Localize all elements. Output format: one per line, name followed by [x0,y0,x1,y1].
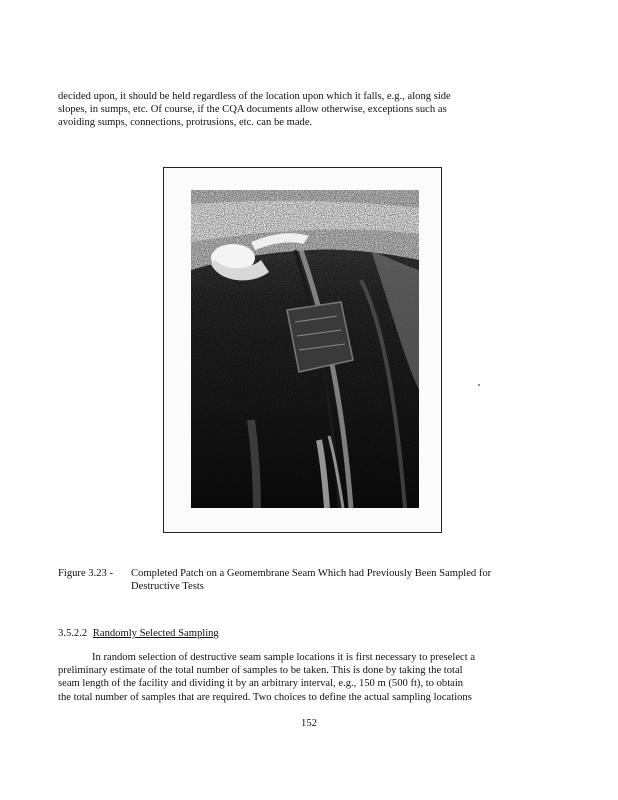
body-line: seam length of the facility and dividing it by an arbitrary interval, e.g., 150 m (500 ft), to obtain [58,678,464,690]
geomembrane-patch-photo [191,190,419,508]
body-line: In random selection of destructive seam sample locations it is first necessary to preselect a [92,652,476,663]
section-heading [58,628,219,639]
body-paragraph [58,651,536,704]
section-title: Randomly Selected Sampling [92,628,219,639]
scan-speck [478,384,480,386]
intro-line: decided upon, it should be held regardless of the location upon which it falls, e.g., along side [58,91,451,102]
figure-label: Figure 3.23 - [58,568,114,579]
body-line: preliminary estimate of the total number of samples to be taken. This is done by taking the total [58,665,463,677]
page-number: 152 [301,718,317,729]
intro-paragraph [58,90,536,130]
body-line: the total number of samples that are required. Two choices to define the actual sampling locations [58,691,472,703]
figure-caption-text: Completed Patch on a Geomembrane Seam Which had Previously Been Sampled for Destructive Tests [131,568,492,592]
intro-line: avoiding sumps, connections, protrusions, etc. can be made. [58,117,313,129]
figure-frame [163,167,442,533]
section-number: 3.5.2.2 [58,628,88,639]
intro-line: slopes, in sumps, etc. Of course, if the CQA documents allow otherwise, exceptions such as [58,104,447,116]
